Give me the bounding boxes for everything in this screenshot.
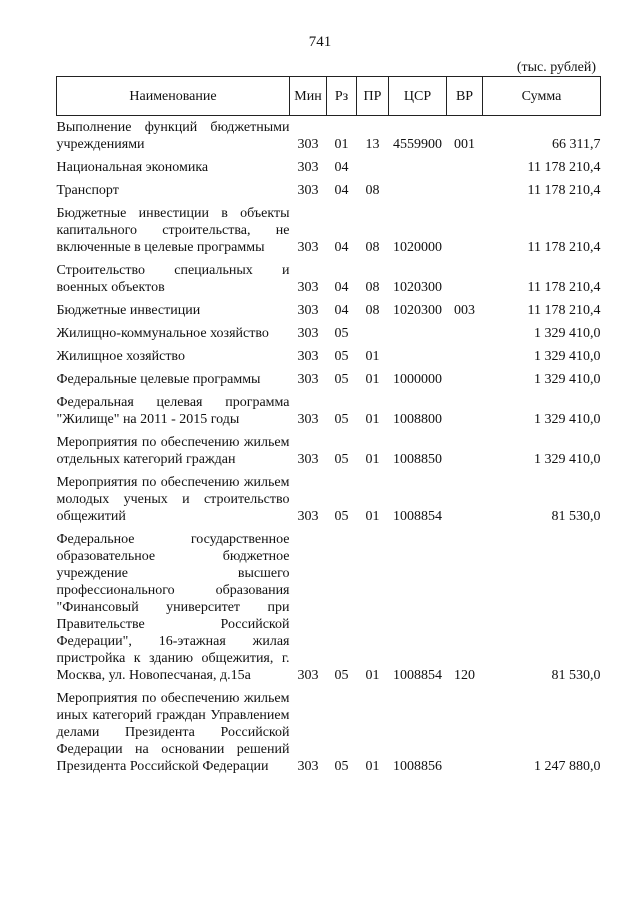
table-row: [57, 431, 601, 471]
row-pr: 08: [365, 183, 380, 198]
row-pr: 01: [365, 509, 380, 524]
row-rz: 05: [334, 668, 349, 683]
table-row: [57, 687, 601, 778]
row-pr: 01: [365, 759, 380, 774]
row-min: 303: [297, 240, 319, 255]
row-rz: 04: [334, 280, 349, 295]
row-sum: 11 178 210,4: [527, 280, 601, 295]
row-csr: [389, 322, 447, 345]
table-row: [57, 116, 601, 157]
row-csr: 4559900: [393, 137, 442, 152]
row-vr: 120: [454, 668, 475, 683]
row-sum: 11 178 210,4: [527, 240, 601, 255]
table-row: [57, 528, 601, 687]
row-vr: [447, 259, 483, 299]
row-sum: 1 329 410,0: [534, 412, 601, 427]
row-name: Мероприятия по обеспечению жильем молодых ученых и строительство общежитий: [56, 475, 290, 524]
row-csr: 1008856: [393, 759, 442, 774]
table-row: [57, 345, 601, 368]
row-rz: 05: [334, 349, 349, 364]
row-pr: 08: [365, 303, 380, 318]
row-vr: 001: [454, 137, 475, 152]
row-min: 303: [297, 160, 319, 175]
row-csr: [389, 345, 447, 368]
header-vr: ВР: [447, 77, 483, 116]
row-min: 303: [297, 759, 319, 774]
row-csr: 1008854: [393, 509, 442, 524]
table-row: [57, 259, 601, 299]
header-sum: Сумма: [483, 77, 601, 116]
row-min: 303: [297, 183, 319, 198]
row-pr: 08: [365, 240, 380, 255]
row-vr: [447, 156, 483, 179]
row-name: Федеральная целевая программа "Жилище" на 2011 - 2015 годы: [56, 395, 290, 427]
table-row: [57, 179, 601, 202]
header-pr: ПР: [357, 77, 389, 116]
row-vr: [447, 179, 483, 202]
row-pr: 01: [365, 372, 380, 387]
row-rz: 05: [334, 759, 349, 774]
row-sum: 1 329 410,0: [534, 326, 601, 341]
row-csr: 1020300: [393, 280, 442, 295]
row-rz: 04: [334, 183, 349, 198]
row-pr: 01: [365, 412, 380, 427]
row-name: Жилищное хозяйство: [56, 349, 185, 364]
row-name: Бюджетные инвестиции в объекты капитального строительства, не включенные в целевые программы: [56, 206, 290, 255]
row-rz: 01: [334, 137, 349, 152]
row-min: 303: [297, 349, 319, 364]
row-min: 303: [297, 412, 319, 427]
row-csr: 1008850: [393, 452, 442, 467]
row-name: Федеральное государственное образовательное бюджетное учреждение высшего профессионального образования "Финансовый университет при Правительстве Российской Федерации", 16-этажная жилая пристройка к зданию общежития, г. Москва, ул. Новопесчаная, д.15а: [56, 532, 290, 683]
row-pr: 08: [365, 280, 380, 295]
header-rz: Рз: [327, 77, 357, 116]
row-csr: 1020300: [393, 303, 442, 318]
table-row: [57, 322, 601, 345]
row-csr: 1020000: [393, 240, 442, 255]
row-name: Строительство специальных и военных объектов: [56, 263, 290, 295]
row-min: 303: [297, 509, 319, 524]
header-csr: ЦСР: [389, 77, 447, 116]
table-header: [57, 77, 601, 116]
row-rz: 05: [334, 509, 349, 524]
row-min: 303: [297, 326, 319, 341]
table-row: [57, 391, 601, 431]
row-name: Мероприятия по обеспечению жильем отдельных категорий граждан: [56, 435, 290, 467]
row-rz: 05: [334, 326, 349, 341]
row-vr: 003: [454, 303, 475, 318]
row-name: Выполнение функций бюджетными учреждениями: [56, 120, 290, 152]
row-vr: [447, 391, 483, 431]
table-row: [57, 202, 601, 259]
row-min: 303: [297, 137, 319, 152]
table-row: [57, 471, 601, 528]
table-body: [57, 116, 601, 779]
row-sum: 81 530,0: [551, 509, 601, 524]
row-name: Транспорт: [56, 183, 119, 198]
row-csr: 1008854: [393, 668, 442, 683]
row-sum: 11 178 210,4: [527, 160, 601, 175]
table-row: [57, 368, 601, 391]
row-vr: [447, 345, 483, 368]
row-sum: 11 178 210,4: [527, 183, 601, 198]
row-name: Национальная экономика: [56, 160, 209, 175]
row-name: Мероприятия по обеспечению жильем иных категорий граждан Управлением делами Президента Российской Федерации на основании решений Президента Российской Федерации: [56, 691, 290, 774]
row-rz: 05: [334, 412, 349, 427]
row-min: 303: [297, 372, 319, 387]
row-sum: 1 247 880,0: [534, 759, 601, 774]
row-vr: [447, 368, 483, 391]
table-row: [57, 156, 601, 179]
row-sum: 1 329 410,0: [534, 452, 601, 467]
row-csr: [389, 156, 447, 179]
table-row: [57, 299, 601, 322]
row-vr: [447, 471, 483, 528]
row-sum: 66 311,7: [552, 137, 601, 152]
row-pr: 01: [365, 452, 380, 467]
row-min: 303: [297, 280, 319, 295]
units-label: (тыс. рублей): [516, 60, 596, 75]
row-csr: [389, 179, 447, 202]
header-name: Наименование: [57, 77, 290, 116]
row-name: Федеральные целевые программы: [56, 372, 261, 387]
row-sum: 1 329 410,0: [534, 349, 601, 364]
row-sum: 11 178 210,4: [527, 303, 601, 318]
row-rz: 04: [334, 160, 349, 175]
row-name: Бюджетные инвестиции: [56, 303, 201, 318]
page-number: 741: [308, 34, 332, 50]
row-min: 303: [297, 668, 319, 683]
row-csr: 1008800: [393, 412, 442, 427]
row-pr: 01: [365, 349, 380, 364]
row-vr: [447, 431, 483, 471]
row-pr: [357, 156, 389, 179]
row-pr: 01: [365, 668, 380, 683]
budget-table: [56, 76, 601, 778]
row-pr: 13: [365, 137, 380, 152]
row-rz: 04: [334, 240, 349, 255]
header-min: Мин: [290, 77, 327, 116]
row-rz: 04: [334, 303, 349, 318]
row-vr: [447, 322, 483, 345]
row-sum: 81 530,0: [551, 668, 601, 683]
row-csr: 1000000: [393, 372, 442, 387]
row-pr: [357, 322, 389, 345]
row-rz: 05: [334, 452, 349, 467]
row-min: 303: [297, 452, 319, 467]
row-sum: 1 329 410,0: [534, 372, 601, 387]
row-name: Жилищно-коммунальное хозяйство: [56, 326, 269, 341]
row-rz: 05: [334, 372, 349, 387]
row-vr: [447, 202, 483, 259]
row-min: 303: [297, 303, 319, 318]
row-vr: [447, 687, 483, 778]
